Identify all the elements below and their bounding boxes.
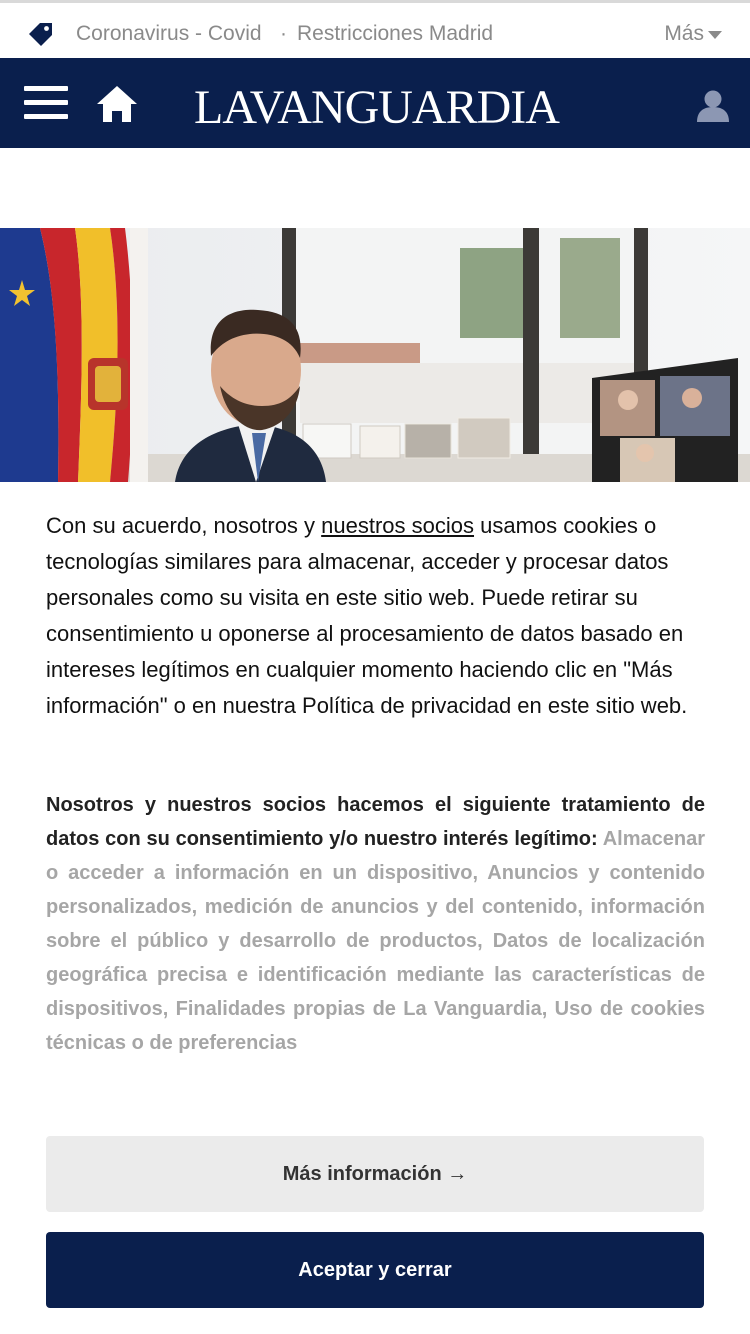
topic-link-restricciones[interactable]: Restricciones Madrid	[297, 22, 494, 45]
site-logo[interactable]: LAVANGUARDIA	[194, 81, 559, 134]
topic-link-coronavirus[interactable]: Coronavirus - Covid	[76, 22, 262, 45]
topic-separator: ·	[280, 22, 287, 45]
partners-link[interactable]: nuestros socios	[321, 513, 475, 538]
more-info-button[interactable]: Más información →	[46, 1136, 704, 1212]
consent-intro-rest: usamos cookies o tecnologías similares para almacenar, acceder y procesar datos personales como su visita en este sitio web. Puede retirar su consentimiento u oponerse al procesamiento de datos basado en intereses legítimos en cualquier momento haciendo clic en "Más información" o en nuestra Política de privacidad en este sitio web.	[46, 513, 688, 718]
consent-intro-text	[46, 508, 706, 724]
accept-and-close-button[interactable]: Aceptar y cerrar	[46, 1232, 704, 1308]
home-icon[interactable]	[96, 84, 138, 124]
more-topics-button[interactable]	[664, 22, 722, 46]
site-header	[0, 58, 750, 148]
purposes-list: Almacenar o acceder a información en un dispositivo, Anuncios y contenido personalizados, medición de anuncios y del contenido, información sobre el público y desarrollo de productos, Datos de localización geográfica precisa e identificación mediante las características de dispositivos, Finalidades propias de La Vanguardia, Uso de cookies técnicas o de preferencias	[46, 828, 705, 1054]
menu-icon[interactable]	[24, 86, 68, 120]
user-icon[interactable]	[696, 88, 730, 122]
consent-purposes	[46, 788, 705, 1060]
topic-bar	[0, 0, 750, 58]
tag-icon	[28, 21, 54, 47]
more-topics-label: Más	[664, 22, 704, 45]
article-photo	[0, 228, 750, 482]
chevron-down-icon	[708, 31, 722, 39]
purposes-lead: Nosotros y nuestros socios hacemos el siguiente tratamiento de datos con su consentimiento y/o nuestro interés legítimo:	[46, 794, 705, 850]
consent-intro-start: Con su acuerdo, nosotros y	[46, 513, 322, 538]
